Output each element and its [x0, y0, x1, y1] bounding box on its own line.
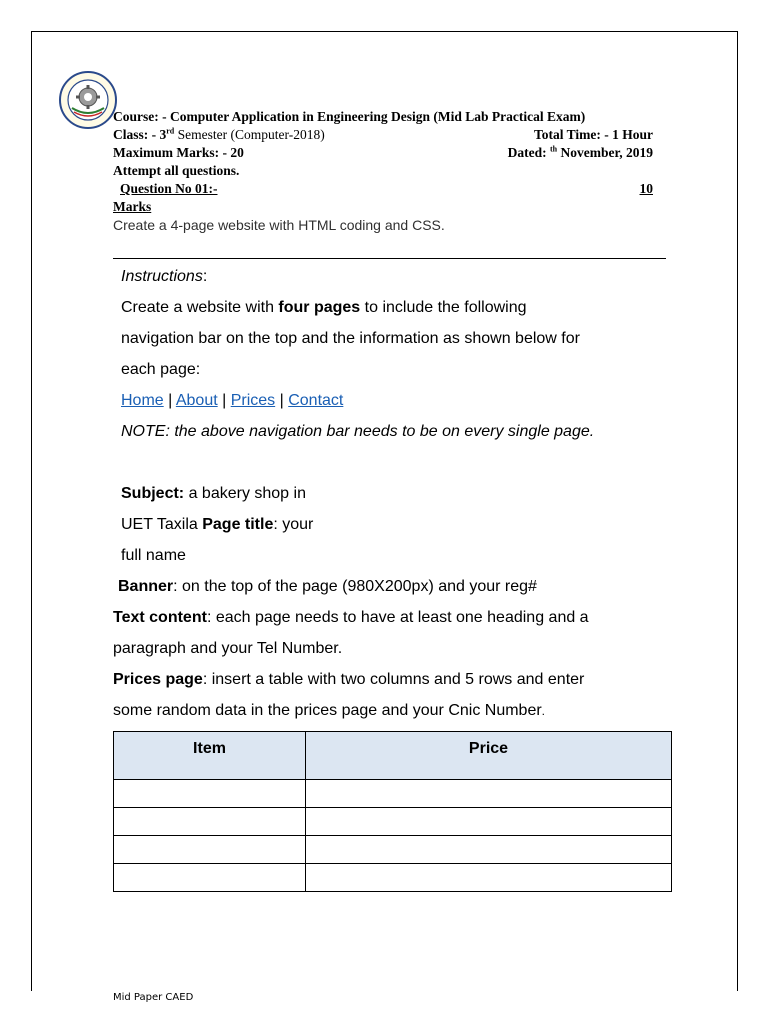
prices-page-line-2: some random data in the prices page and your Cnic Number.: [113, 702, 546, 719]
table-row: [114, 808, 672, 836]
table-row: [114, 836, 672, 864]
instructions-line-2: navigation bar on the top and the information as shown below for: [121, 330, 580, 347]
question-intro: Create a 4-page website with HTML coding and CSS.: [113, 217, 445, 233]
table-cell: [306, 808, 672, 836]
subject-line: Subject: a bakery shop in: [121, 485, 306, 502]
total-time: Total Time: - 1 Hour: [533, 127, 653, 142]
instructions-block: [113, 261, 673, 727]
instructions-line-1: Create a website with four pages to include the following: [121, 299, 527, 316]
dated-line: Dated: $^{th}$ November, 2019: [507, 144, 653, 160]
nav-link-about[interactable]: About: [175, 392, 218, 409]
navigation-note: NOTE: the above navigation bar needs to be on every single page.: [121, 423, 595, 440]
exam-header: [113, 108, 658, 234]
table-row: [114, 780, 672, 808]
table-header-row: [114, 732, 672, 780]
table-cell: [306, 836, 672, 864]
text-content-line: Text content: each page needs to have at least one heading and a: [113, 609, 589, 626]
table-row: [114, 864, 672, 892]
course-line: Course: - Computer Application in Engineering Design (Mid Lab Practical Exam): [113, 109, 586, 124]
banner-line: Banner: on the top of the page (980X200px) and your reg#: [118, 578, 537, 595]
column-header-item: Item: [114, 732, 306, 780]
prices-page-line: Prices page: insert a table with two columns and 5 rows and enter: [113, 671, 585, 688]
prices-table: [113, 731, 672, 892]
table-cell: [114, 836, 306, 864]
nav-link-prices[interactable]: Prices: [230, 392, 276, 409]
table-cell: [306, 864, 672, 892]
question-marks-number: 10: [639, 181, 653, 196]
nav-link-home[interactable]: Home: [121, 392, 164, 409]
table-cell: [114, 780, 306, 808]
nav-link-contact[interactable]: Contact: [288, 392, 344, 409]
instructions-line-3: each page:: [121, 361, 201, 378]
page-footer: Mid Paper CAED: [113, 992, 194, 1003]
table-cell: [114, 808, 306, 836]
question-marks-word: Marks: [113, 199, 152, 214]
page-title-line: UET Taxila Page title: your: [121, 516, 314, 533]
divider-line: [113, 258, 666, 259]
navigation-bar-sample: Home | About | Prices | Contact: [121, 392, 344, 409]
instructions-title: Instructions:: [121, 268, 208, 285]
table-cell: [306, 780, 672, 808]
class-line: Class: - 3rd Semester (Computer-2018): [113, 126, 325, 142]
maximum-marks: Maximum Marks: - 20: [113, 145, 244, 160]
attempt-line: Attempt all questions.: [113, 163, 240, 178]
question-heading: Question No 01:- 10: [120, 181, 653, 196]
table-cell: [114, 864, 306, 892]
full-name-line: full name: [121, 547, 186, 564]
column-header-price: Price: [306, 732, 672, 780]
university-seal-logo: [58, 70, 118, 130]
text-content-line-2: paragraph and your Tel Number.: [113, 640, 343, 657]
